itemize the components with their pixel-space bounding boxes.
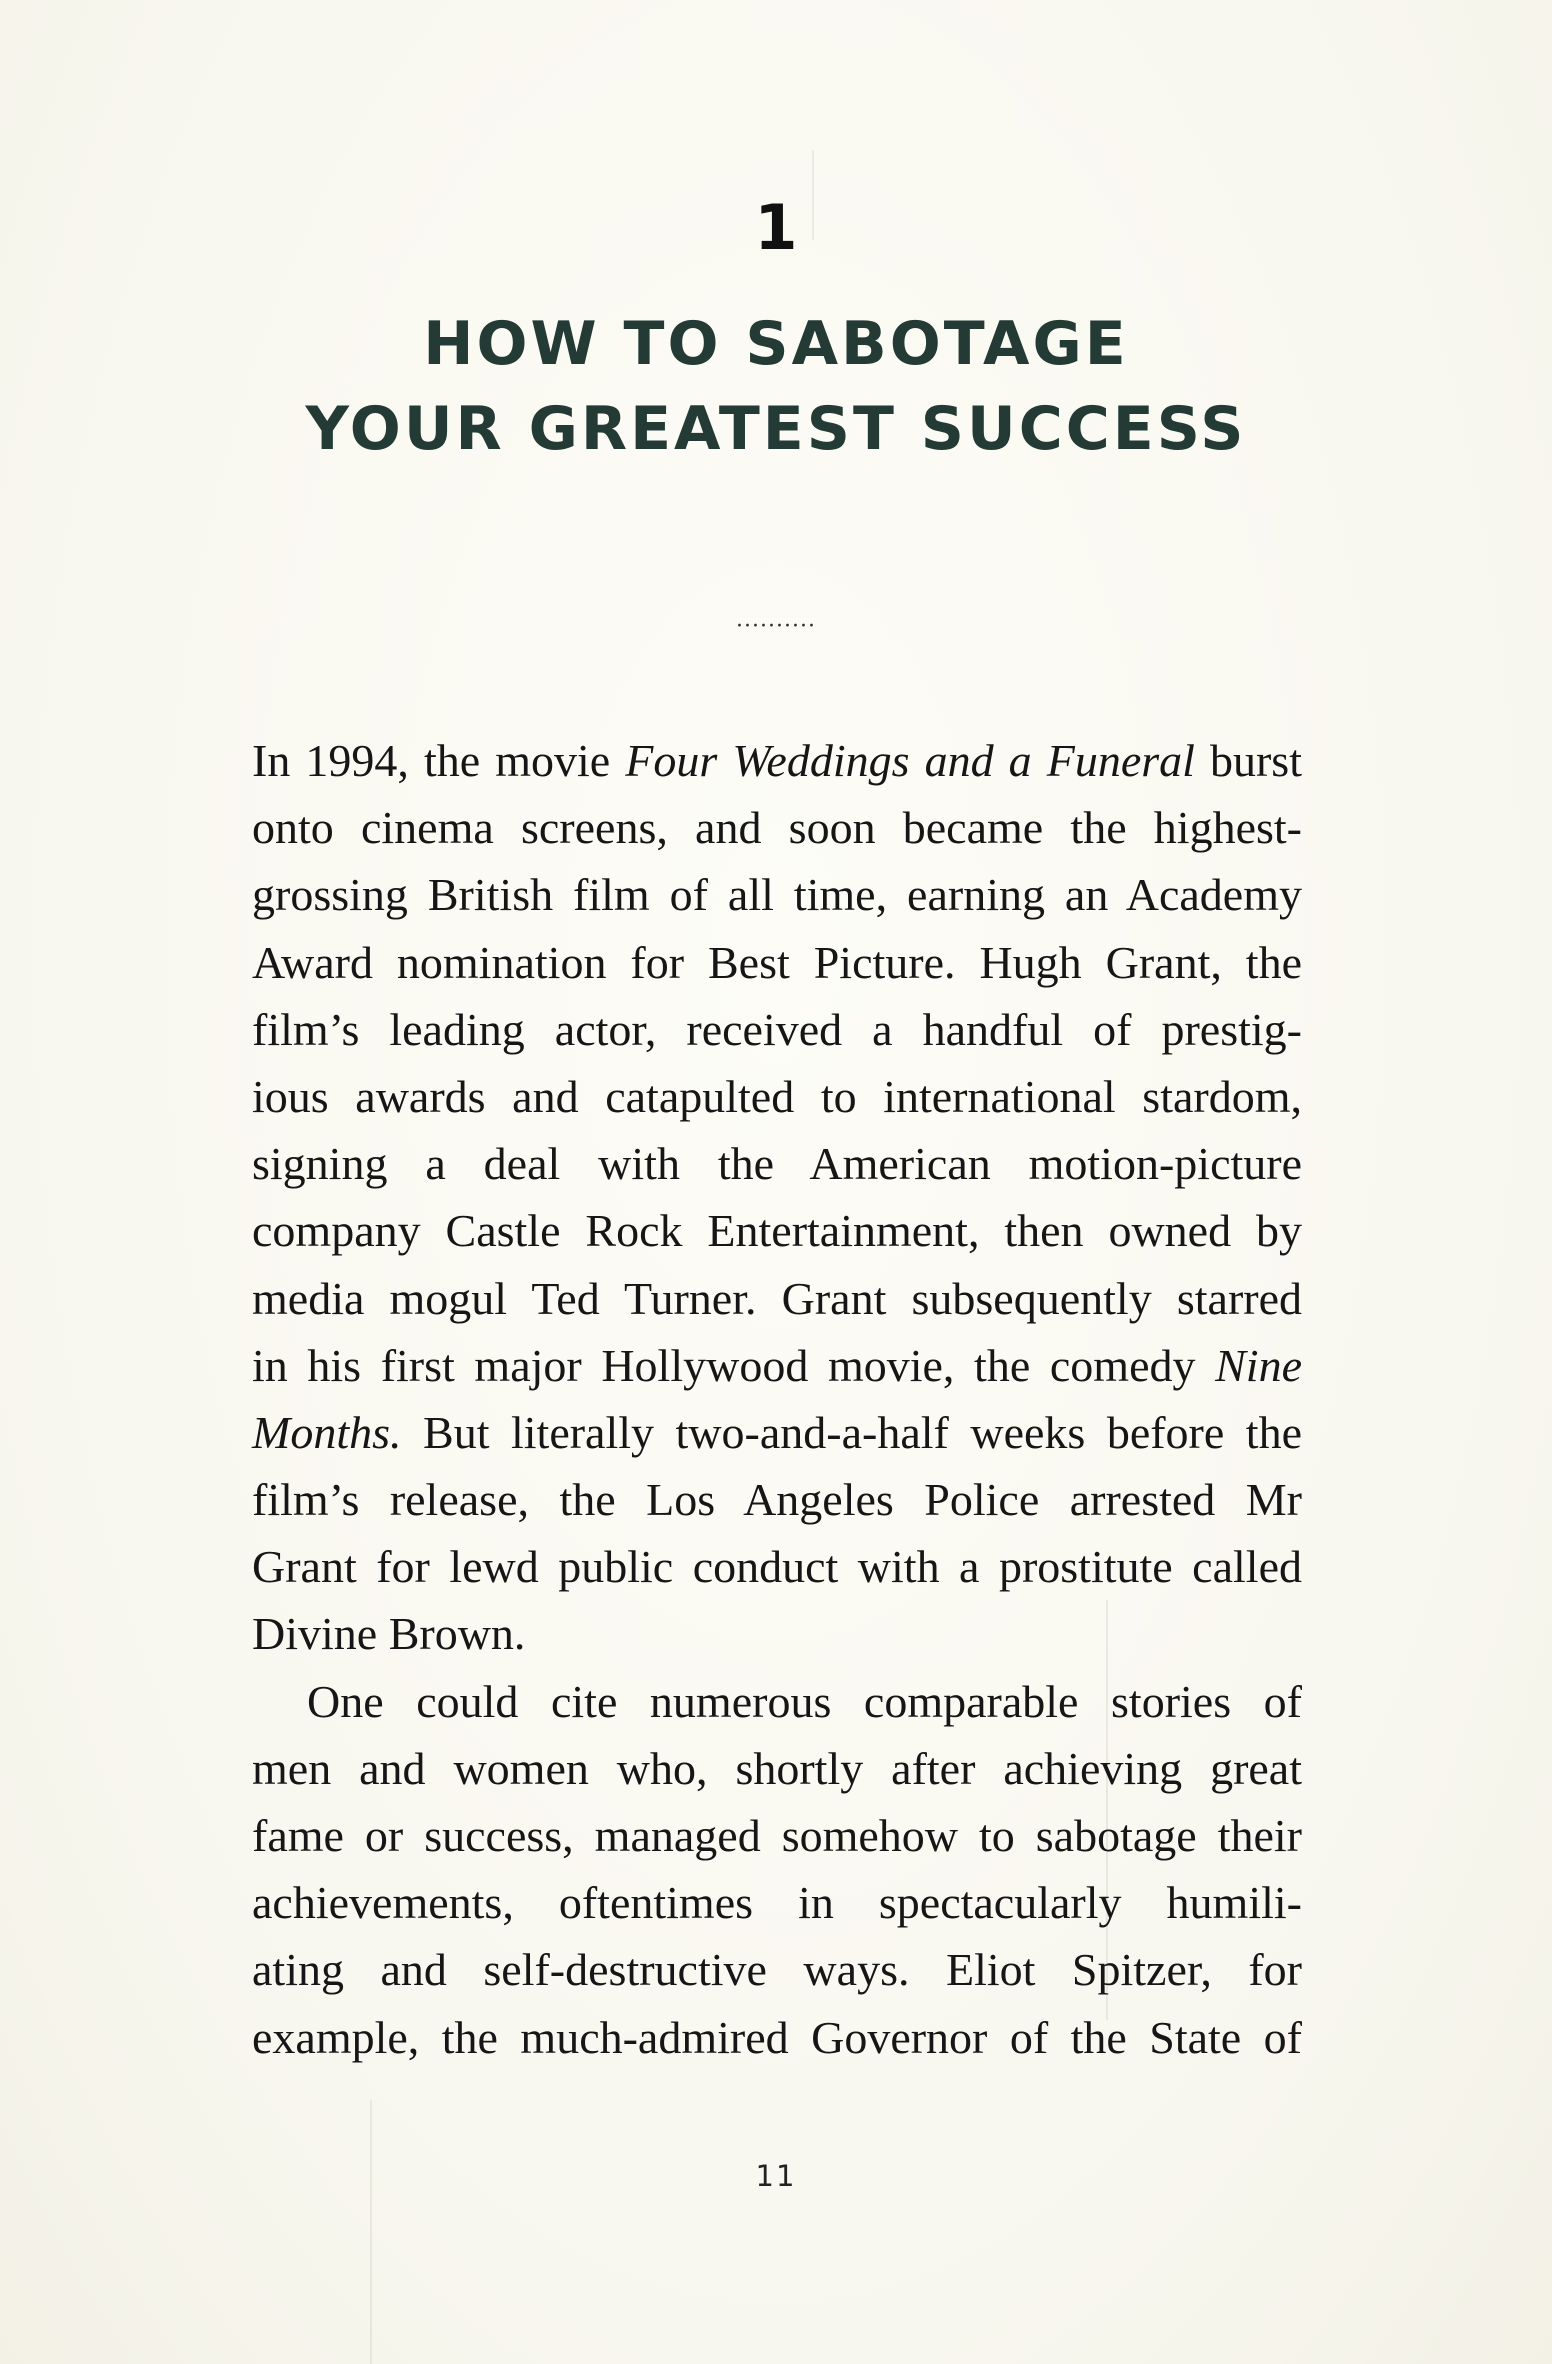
- text-line: fame or success, managed somehow to sabotage their: [252, 1810, 1302, 1861]
- chapter-title-line: YOUR GREATEST SUCCESS: [305, 394, 1247, 464]
- text-line: men and women who, shortly after achieving great: [252, 1742, 1302, 1794]
- text-line: Divine Brown.: [252, 1608, 526, 1660]
- text-line: media mogul Ted Turner. Grant subsequently starred: [252, 1272, 1302, 1324]
- text-line: Grant for lewd public conduct with a prostitute called: [252, 1541, 1302, 1593]
- text-line: onto cinema screens, and soon became the highest-: [252, 802, 1302, 854]
- chapter-number: 1: [754, 191, 798, 264]
- film-title: Four Weddings and a Funeral: [625, 735, 1195, 786]
- text-line: ating and self-destructive ways. Eliot Spitzer, for: [252, 1944, 1302, 1996]
- section-ornament: ··········: [736, 614, 816, 639]
- text-line: company Castle Rock Entertainment, then owned by: [252, 1205, 1302, 1257]
- chapter-title: [0, 302, 1552, 472]
- film-title: Months.: [252, 1406, 402, 1458]
- text-line: achievements, oftentimes in spectacularly humili-: [252, 1877, 1302, 1929]
- scan-artifact: [370, 2100, 372, 2364]
- film-title: Nine: [1215, 1339, 1302, 1391]
- text-line: Award nomination for Best Picture. Hugh Grant, the: [252, 936, 1302, 988]
- text-line: film’s leading actor, received a handful of prestig-: [252, 1003, 1302, 1055]
- text-line: in his first major Hollywood movie, the comedy Nine: [252, 1339, 1302, 1391]
- text-line: One could cite numerous comparable stories of: [307, 1675, 1302, 1727]
- text-line: film’s release, the Los Angeles Police arrested Mr: [252, 1474, 1302, 1526]
- text-line: In 1994, the movie Four Weddings and a Funeral burst: [252, 735, 1302, 786]
- text-line: Months. But literally two-and-a-half weeks before the: [252, 1406, 1302, 1458]
- text-line: grossing British film of all time, earning an Academy: [252, 869, 1302, 921]
- text-line: signing a deal with the American motion-picture: [252, 1138, 1302, 1190]
- body-text: [252, 727, 1302, 2071]
- page-number: 11: [755, 2159, 797, 2193]
- chapter-title-line: HOW TO SABOTAGE: [423, 309, 1129, 379]
- text-line: ious awards and catapulted to international stardom,: [252, 1070, 1302, 1122]
- text-line: example, the much-admired Governor of the State of: [252, 2011, 1302, 2063]
